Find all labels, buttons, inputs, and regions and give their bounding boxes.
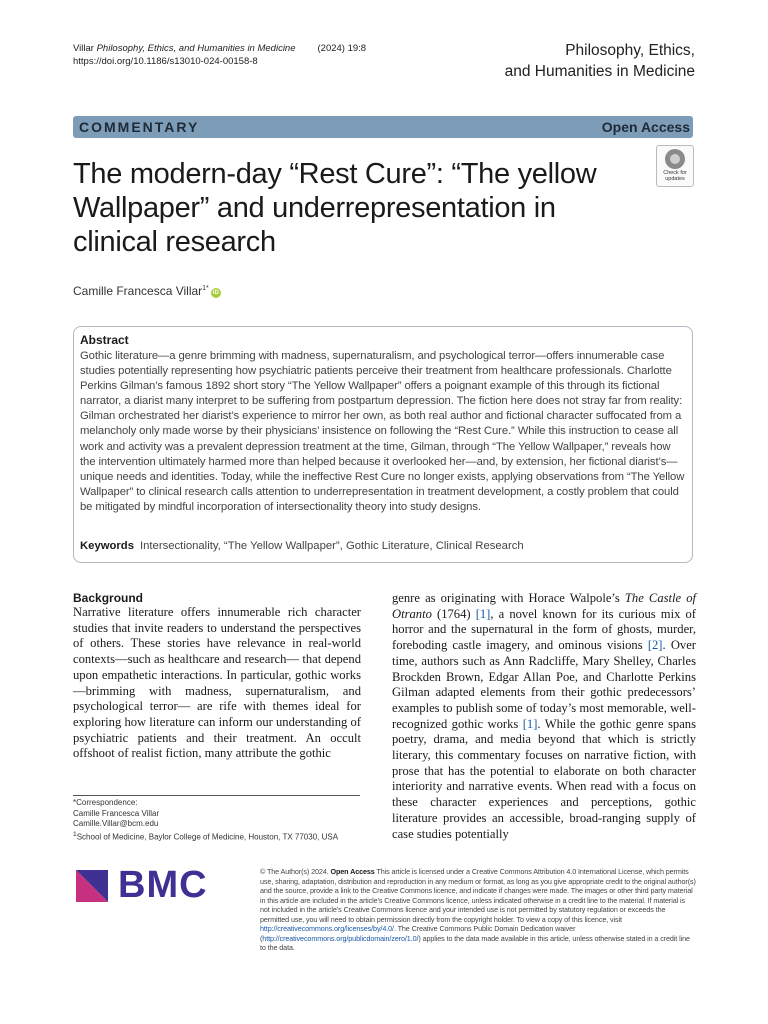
correspondence-label: *Correspondence: bbox=[73, 798, 138, 807]
body-column-left: Narrative literature offers innumerable rich character studies that invite readers to understand the perspectives of others. These stories have relevance in real-world contexts—such as healthcare and research— that depend upon empathetic interactions. In particular, gothic works—brimming with madness, supernaturalism, and psychological terror— are rife with themes ideal for exploring how literature can inform our understanding of psychiatric patients and their treatment. An occult offshoot of realist fiction, many attribute the gothic bbox=[73, 605, 361, 761]
section-heading-background: Background bbox=[73, 591, 144, 605]
bmc-logo bbox=[76, 866, 216, 906]
check-for-updates-badge[interactable] bbox=[656, 145, 694, 187]
license-link[interactable]: http://creativecommons.org/publicdomain/zero/1.0/ bbox=[262, 933, 419, 943]
article-title: The modern-day “Rest Cure”: “The yellow Wallpaper” and underrepresentation in clinical research bbox=[73, 158, 597, 258]
reference-link[interactable]: [1] bbox=[522, 716, 538, 731]
keywords-line bbox=[80, 540, 524, 552]
license-open-access: Open Access bbox=[330, 867, 375, 876]
footnote bbox=[73, 798, 373, 843]
citation-year: (2024) 19:8 bbox=[317, 43, 367, 54]
affiliation-sup: 1 bbox=[73, 830, 77, 838]
reference-link[interactable]: [1] bbox=[475, 606, 491, 621]
orcid-icon[interactable]: iD bbox=[212, 290, 219, 296]
affiliation: School of Medicine, Baylor College of Medicine, Houston, TX 77030, USA bbox=[76, 832, 339, 842]
citation-journal: Philosophy, Ethics, and Humanities in Medicine bbox=[96, 43, 296, 54]
reference-link[interactable]: [2] bbox=[647, 638, 663, 653]
bmc-logo-text: BMC bbox=[118, 864, 208, 906]
author-line bbox=[73, 284, 221, 298]
book-title: The Castle of Otranto bbox=[392, 591, 697, 621]
keywords-list: Intersectionality, “The Yellow Wallpaper”, Gothic Literature, Clinical Research bbox=[140, 540, 524, 552]
license-text: © The Author(s) 2024. Open Access This article is licensed under a Creative Commons Attribution 4.0 International License, which permits use, sharing, adaptation, distribution and reproduction in any medium or format, as long as you give appropriate credit to the original author(s) and the source, provide a link to the Creative Commons licence, and indicate if changes were made. The images or other third party material in this article are included in the article’s Creative Commons licence, unless indicated otherwise in a credit line to the material. If material is not included in the article’s Creative Commons licence and your intended use is not permitted by statutory regulation or exceeds the permitted use, you will need to obtain permission directly from the copyright holder. To view a copy of this licence, visit http://creativecommons.org/licenses/by/4.0/. The Creative Commons Public Domain Dedication waiver (http://creativecommons.org/publicdomain/zero/1.0/) applies to the data made available in this article, unless otherwise stated in a credit line to the data. bbox=[260, 867, 696, 952]
correspondence-name: Camille Francesca Villar bbox=[73, 808, 160, 818]
citation-header bbox=[73, 42, 366, 68]
body-column-right: genre as originating with Horace Walpole’s The Castle of Otranto (1764) [1], a novel known for its curious mix of horror and the supernatural in the form of ghosts, murder, foreboding castle imagery, and ominous visions [2]. Over time, authors such as Ann Radcliffe, Mary Shelley, Charles Brockden Brown, Edgar Allan Poe, and Charlotte Perkins Gilman adapted elements from their gothic predecessors’ examples to publish some of today’s most memorable, well-recognized gothic works [1]. While the gothic genre spans poetry, drama, and media beyond that which is strictly literary, this commentary focuses on narrative fiction, with prose that has the potential to elaborate on both character interiority and narrative events. When read with a focus on these character experiences and perceptions, gothic literature provides an accessible, broad-ranging supply of case studies potentially bbox=[392, 591, 697, 841]
correspondence-email[interactable]: Camille.Villar@bcm.edu bbox=[73, 819, 159, 828]
footnote-divider bbox=[73, 795, 360, 796]
license-link[interactable]: http://creativecommons.org/licenses/by/4.0/ bbox=[260, 924, 394, 933]
journal-name-line2: and Humanities in Medicine bbox=[504, 63, 695, 80]
check-updates-icon bbox=[665, 149, 685, 169]
article-type-label: COMMENTARY bbox=[79, 119, 200, 135]
author-name[interactable]: Camille Francesca Villar bbox=[73, 284, 203, 298]
doi-link[interactable]: https://doi.org/10.1186/s13010-024-00158-8 bbox=[73, 56, 258, 67]
badge-line1: Check for bbox=[663, 170, 687, 176]
abstract-heading: Abstract bbox=[80, 333, 129, 347]
keywords-label: Keywords bbox=[80, 540, 134, 552]
open-access-label: Open Access bbox=[601, 119, 690, 135]
journal-name-line1: Philosophy, Ethics, bbox=[565, 42, 695, 59]
author-affil-sup: 1* bbox=[202, 285, 209, 292]
abstract-text: Gothic literature—a genre brimming with madness, supernaturalism, and psychological terror—offers innumerable case studies potentially representing how psychiatric patients perceive their treatment from healthcare professionals. Charlotte Perkins Gilman’s famous 1892 short story “The Yellow Wallpaper” offers a poignant example of this through its fictional narrator, a diarist many interpret to be suffering from postpartum depression. The fiction here does not stray far from reality: Gilman orchestrated her diarist’s experience to mirror her own, as both real author and fictional character suffocated from a melancholy only made worse by their physicians’ insistence on following the “Rest Cure.” While this instruction to cease all work and activity was a prevalent depression treatment at the time, Gilman, through “The Yellow Wallpaper,” reveals how the intervention ultimately harmed more than helped because it overlooked her—and, by extension, her fictional diarist’s— unique needs and identities. Today, while the ineffective Rest Cure no longer exists, applying observations from “The Yellow Wallpaper” to clinical research calls attention to underrepresentation in treatment development, a costly problem that could be mitigated by mindful incorporation of intersectionality theory into study designs. bbox=[80, 350, 685, 513]
journal-name bbox=[505, 40, 695, 82]
badge-line2: updates bbox=[665, 176, 685, 182]
citation-author: Villar bbox=[73, 43, 94, 54]
